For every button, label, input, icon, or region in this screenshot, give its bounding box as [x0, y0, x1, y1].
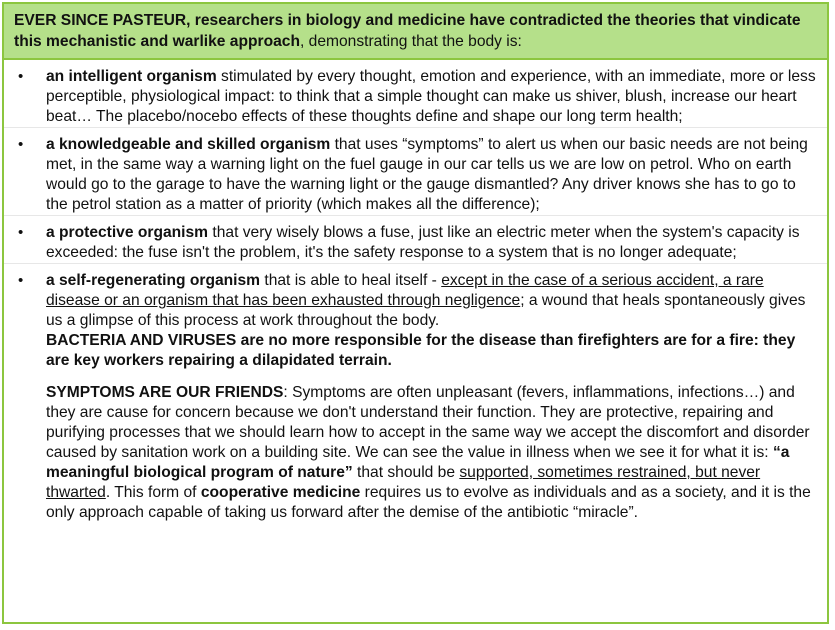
item-text: that very wisely blows a fuse, just like an electric meter when the system's capacity is exceeded: the fuse isn't the problem, it's the safety response to a system that is no longer adequate;	[46, 224, 800, 261]
symptoms-text-2: that should be	[352, 464, 460, 481]
header-bold-lead: EVER SINCE PASTEUR, researchers in biology and medicine have contradicted the theories that vindicate this mechanistic and warlike approach	[14, 12, 801, 50]
organism-list	[4, 60, 827, 371]
symptoms-underlined: supported, sometimes restrained, but never thwarted	[46, 464, 761, 501]
symptoms-bold-quote: “a meaningful biological program of nature”	[46, 444, 790, 481]
symptoms-text-4: requires us to evolve as individuals and as a society, and it is the only approach capable of taking us forward after the demise of the antibiotic “miracle”.	[46, 484, 811, 521]
list-item	[4, 127, 827, 215]
symptoms-bold-lead: SYMPTOMS ARE OUR FRIENDS	[46, 384, 284, 401]
symptoms-bold-term: cooperative medicine	[200, 484, 361, 501]
bacteria-statement: BACTERIA AND VIRUSES are no more responsible for the disease than firefighters are for a fire: they are key workers repairing a dilapidated terrain.	[46, 332, 796, 369]
header-rest: , demonstrating that the body is:	[299, 33, 522, 50]
list-item	[4, 60, 827, 127]
item-text: that uses “symptoms” to alert us when our basic needs are not being met, in the same way a warning light on the fuel gauge in our car tells us we are low on petrol. Who on earth would go to the garage to have the warning light or the gauge dismantled? Any driver knows she has to go to the petrol station as a matter of priority (which makes all the difference);	[46, 136, 808, 213]
item-text: stimulated by every thought, emotion and experience, with an immediate, more or less perceptible, physiological impact: to think that a simple thought can make us shiver, blush, increase our heart beat… The placebo/nocebo effects of these thoughts define and shape our long term health;	[46, 68, 816, 125]
item-underlined: except in the case of a serious accident, a rare disease or an organism that has been exhausted through negligence	[46, 272, 764, 309]
header-banner	[4, 4, 827, 60]
list-item	[4, 215, 827, 263]
bullet-icon: •	[18, 68, 24, 85]
item-bold: a protective organism	[46, 224, 209, 241]
item-bold: an intelligent organism	[46, 68, 217, 85]
item-text-before: that is able to heal itself -	[260, 272, 442, 289]
document-frame	[2, 2, 829, 624]
list-item	[4, 263, 827, 371]
symptoms-text-1: : Symptoms are often unpleasant (fevers, inflammations, infections…) and they are cause for concern because we don't understand their function. They are protective, repairing and purifying processes that we should learn how to accept in the same way we accept the discomfort and disorder caused by sanitation work on a building site. We can see the value in illness when we see it for what it is:	[46, 384, 810, 461]
bullet-icon: •	[18, 136, 24, 153]
bullet-icon: •	[18, 224, 24, 241]
symptoms-paragraph	[4, 371, 827, 523]
item-bold: a self-regenerating organism	[46, 272, 261, 289]
item-bold: a knowledgeable and skilled organism	[46, 136, 331, 153]
symptoms-text-3: . This form of	[105, 484, 201, 501]
item-text-after: ; a wound that heals spontaneously gives us a glimpse of this process at work throughout the body.	[46, 292, 806, 329]
bullet-icon: •	[18, 272, 24, 289]
